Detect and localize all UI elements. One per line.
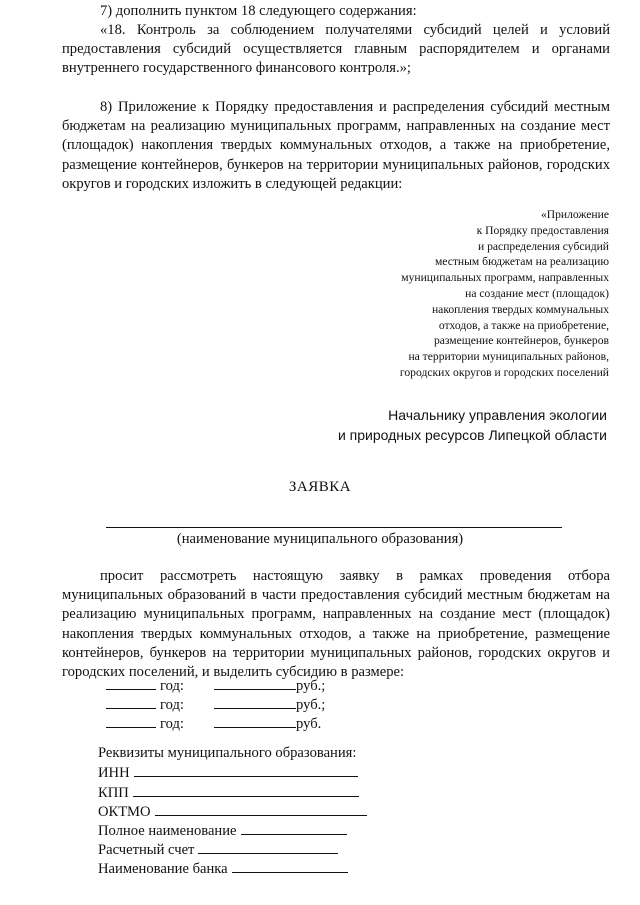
requisite-full-name [98,820,347,840]
amendment-item-7: 7) дополнить пунктом 18 следующего содержания: [100,3,417,19]
kpp-field[interactable] [133,782,359,797]
requisite-oktmo [98,801,367,821]
requisite-label: ОКТМО [98,804,151,820]
year-field[interactable] [106,675,156,690]
requisite-label: Наименование банка [98,861,228,877]
year-label: год: [160,697,184,713]
full-name-field[interactable] [241,820,347,835]
requisite-kpp [98,782,359,802]
addressee [267,405,607,445]
addressee-line-2: и природных ресурсов Липецкой области [337,427,607,443]
amendment-item-7-quote: «18. Контроль за соблюдением получателями субсидий целей и условий предоставления субсидий осуществляется главным распорядителем и органами внутреннего государственного финансового контроля.»; [62,22,610,77]
appendix-line: местным бюджетам на реализацию [434,255,609,269]
subsidy-row-2 [106,694,325,714]
municipality-name-caption: (наименование муниципального образования) [176,531,464,547]
amount-field[interactable] [214,713,296,728]
appendix-line: муниципальных программ, направленных [401,271,609,285]
amount-field[interactable] [214,675,296,690]
year-label: год: [160,678,184,694]
form-title: ЗАЯВКА [288,479,352,495]
request-text: просит рассмотреть настоящую заявку в рамках проведения отбора муниципальных образований в части предоставления субсидий местным бюджетам на реализацию муниципальных программ, направленных на создание мест (площадок) накопления твердых коммунальных отходов, а также на приобретение, размещение контейнеров, бункеров на территории муниципальных районов, городских округов и городских поселений, и выделить субсидию в размере: [62,568,610,681]
year-field[interactable] [106,694,156,709]
appendix-line: к Порядку предоставления [476,223,609,237]
account-field[interactable] [198,839,338,854]
requisite-inn [98,762,358,782]
appendix-line: и распределения субсидий [478,239,609,253]
requisite-bank [98,858,348,878]
appendix-line: размещение контейнеров, бункеров [433,334,609,348]
oktmo-field[interactable] [155,801,367,816]
requisite-label: Полное наименование [98,823,237,839]
subsidy-row-3 [106,713,321,733]
rub-label: руб.; [295,678,326,694]
requisites-title: Реквизиты муниципального образования: [98,745,357,761]
year-field[interactable] [106,713,156,728]
requisite-account [98,839,338,859]
amendment-item-8: 8) Приложение к Порядку предоставления и распределения субсидий местным бюджетам на реализацию муниципальных программ, направленных на создание мест (площадок) накопления твердых коммунальных отходов, а также на приобретение, размещение контейнеров, бункеров на территории муниципальных районов, городских округов и городских изложить в следующей редакции: [62,99,610,192]
appendix-line: накопления твердых коммунальных [431,302,609,316]
appendix-line: городских округов и городских поселений [399,365,609,379]
requisite-label: ИНН [98,765,130,781]
appendix-line: на создание мест (площадок) [465,286,609,300]
bank-field[interactable] [232,858,348,873]
requisite-label: Расчетный счет [98,842,195,858]
appendix-line: отходов, а также на приобретение, [438,318,609,332]
subsidy-row-1 [106,675,325,695]
requisite-label: КПП [98,785,129,801]
rub-label: руб. [295,716,322,732]
inn-field[interactable] [134,762,358,777]
amount-field[interactable] [214,694,296,709]
addressee-line-1: Начальнику управления экологии [388,407,607,423]
appendix-line: на территории муниципальных районов, [408,350,609,364]
year-label: год: [160,716,184,732]
rub-label: руб.; [295,697,326,713]
appendix-line: «Приложение [540,208,609,221]
municipality-name-field[interactable] [106,527,562,528]
appendix-heading [289,207,609,381]
